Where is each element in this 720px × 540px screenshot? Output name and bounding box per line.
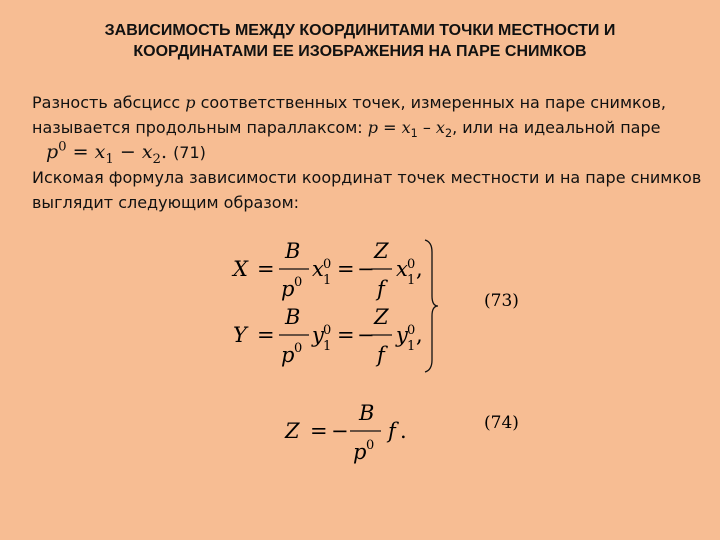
math-B: B (285, 305, 301, 329)
math-eq: = (257, 257, 275, 281)
math-sub: 2 (152, 151, 162, 167)
math-B: B (285, 239, 301, 263)
title-line-1: ЗАВИСИМОСТЬ МЕЖДУ КООРДИНИТАМИ ТОЧКИ МЕСТНОСТИ И (104, 22, 616, 39)
math-sup: 0 (294, 275, 303, 290)
math-x: x (94, 141, 106, 163)
math-sup: 0 (323, 257, 332, 272)
var-x2: x (435, 118, 445, 137)
math-minus: − (331, 419, 349, 443)
subscript-2: 2 (444, 127, 453, 141)
paragraph-formula-intro: Искомая формула зависимости координат точек местности и на паре снимков выглядит следующим образом: (32, 168, 702, 212)
math-eq: = (337, 323, 355, 347)
math-sup: 0 (294, 341, 303, 356)
math-p: p (46, 141, 59, 163)
equation-74 (284, 401, 407, 464)
title-line-2: КООРДИНАТАМИ ЕЕ ИЗОБРАЖЕНИЯ НА ПАРЕ СНИМКОВ (133, 43, 587, 60)
equals-sign: = (378, 118, 402, 137)
math-x: x (396, 257, 408, 281)
math-y: y (312, 323, 324, 347)
math-B: B (359, 401, 375, 425)
math-dot: . (161, 141, 168, 163)
var-x1: x (401, 118, 411, 137)
text-span: соответственных точек, измеренных на паре снимков, называется продольным параллаксом: (32, 93, 666, 137)
math-f: f (377, 343, 385, 367)
math-x: x (312, 257, 324, 281)
var-p: p (367, 118, 379, 137)
math-f: f (377, 277, 385, 301)
math-minus: − (357, 257, 375, 281)
math-eq: = (337, 257, 355, 281)
minus-sign: – (417, 118, 436, 137)
math-Z: Z (374, 239, 389, 263)
math-minus: − (113, 141, 142, 163)
math-X: X (233, 257, 248, 281)
math-sub: 1 (407, 273, 416, 288)
math-eq: = (66, 141, 95, 163)
math-p: p (281, 343, 295, 367)
text-span: , или на идеальной паре (452, 118, 661, 137)
math-sup: 0 (366, 438, 375, 453)
math-Y: Y (233, 323, 247, 347)
right-brace (425, 240, 438, 372)
equation-73-y (233, 305, 423, 367)
math-Z: Z (285, 419, 300, 443)
math-sub: 1 (323, 339, 332, 354)
var-p: p (185, 93, 196, 112)
equation-73-x (231, 239, 423, 301)
math-comma: , (416, 323, 423, 347)
math-sup: 0 (407, 257, 416, 272)
equation-number-74: (74) (484, 413, 519, 433)
math-y: y (396, 323, 408, 347)
math-f: f (388, 419, 396, 443)
equation-number-71: (71) (173, 143, 206, 162)
math-p: p (281, 277, 295, 301)
math-x: x (141, 141, 153, 163)
text-span: Разность абсцисс (32, 93, 186, 112)
subscript-1: 1 (410, 127, 418, 141)
math-sup: 0 (323, 323, 332, 338)
math-sup: 0 (407, 323, 416, 338)
math-Z: Z (374, 305, 389, 329)
math-p: p (353, 440, 367, 464)
math-sup: 0 (58, 139, 67, 155)
equation-number-73: (73) (484, 291, 519, 311)
math-sub: 1 (323, 273, 332, 288)
math-sub: 1 (407, 339, 416, 354)
math-minus: − (357, 323, 375, 347)
math-comma: , (416, 257, 423, 281)
math-eq: = (310, 419, 328, 443)
math-sub: 1 (105, 151, 114, 167)
math-eq: = (257, 323, 275, 347)
math-dot: . (400, 419, 407, 443)
